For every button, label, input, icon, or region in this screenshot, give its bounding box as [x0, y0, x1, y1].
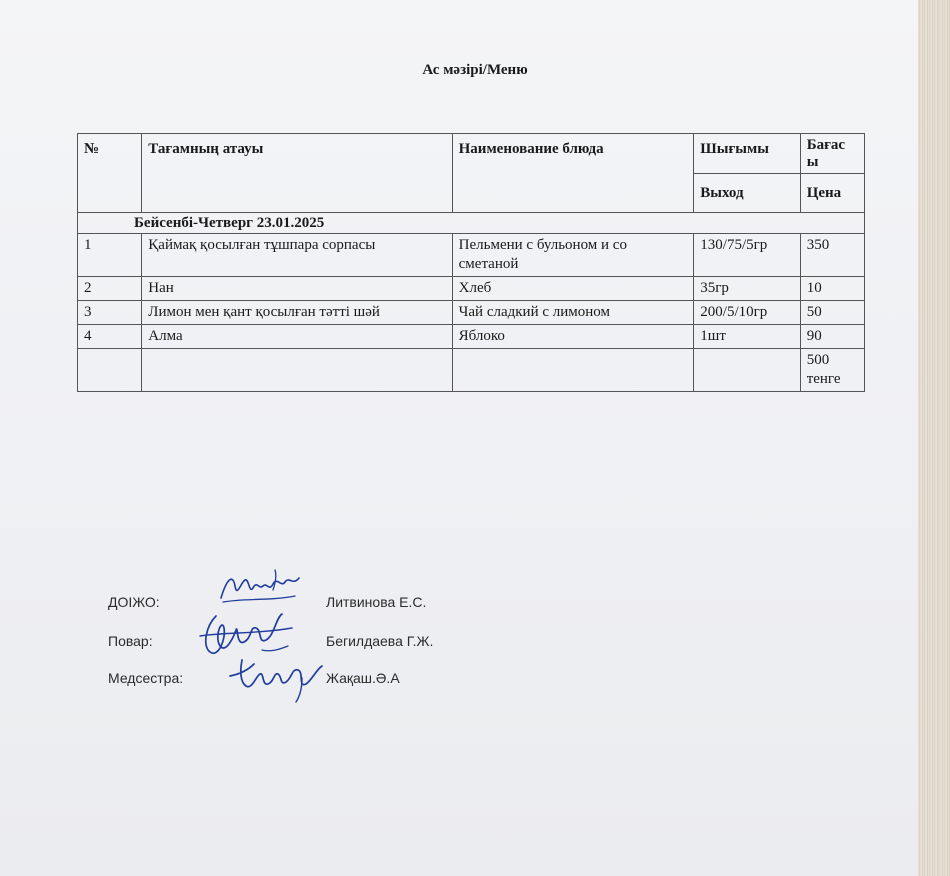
day-label: Бейсенбі-Четверг 23.01.2025 [78, 213, 865, 234]
signature-role-cook: Повар: [108, 633, 153, 649]
signature-role-nurse: Медсестра: [108, 670, 184, 686]
row-yield: 35гр [694, 277, 800, 301]
row-num: 1 [78, 234, 142, 277]
header-price-kz: Бағас ы [800, 134, 864, 174]
handwritten-signature-3 [226, 652, 326, 704]
page-title: Ас мәзірі/Меню [422, 62, 528, 78]
row-num: 3 [78, 301, 142, 325]
row-name-ru: Хлеб [452, 277, 694, 301]
table-row [78, 325, 865, 349]
header-yield-ru: Выход [694, 174, 800, 213]
row-price: 90 [800, 325, 864, 349]
header-name-ru: Наименование блюда [452, 134, 694, 213]
row-name-kz: Лимон мен қант қосылған тәтті шәй [142, 301, 452, 325]
signature-name-begildaeva: Бегилдаева Г.Ж. [326, 633, 434, 649]
day-row [78, 213, 865, 234]
table-row [78, 301, 865, 325]
header-num: № [78, 134, 142, 213]
row-name-ru: Яблоко [452, 325, 694, 349]
table-row [78, 277, 865, 301]
table-row [78, 234, 865, 277]
signature-name-litvinova: Литвинова Е.С. [326, 594, 427, 610]
row-yield: 200/5/10гр [694, 301, 800, 325]
handwritten-signature-1 [215, 568, 305, 610]
row-price: 350 [800, 234, 864, 277]
row-name-kz: Нан [142, 277, 452, 301]
stacked-page-edges [918, 0, 950, 876]
total-price: 500 тенге [800, 349, 864, 392]
total-row [78, 349, 865, 392]
row-yield: 130/75/5гр [694, 234, 800, 277]
row-num: 2 [78, 277, 142, 301]
row-name-ru: Чай сладкий с лимоном [452, 301, 694, 325]
header-name-kz: Тағамның атауы [142, 134, 452, 213]
row-price: 50 [800, 301, 864, 325]
row-name-kz: Алма [142, 325, 452, 349]
header-yield-kz: Шығымы [694, 134, 800, 174]
signature-role-dozho: ДОІЖО: [108, 594, 160, 610]
row-yield: 1шт [694, 325, 800, 349]
signature-name-zhakash: Жақаш.Ә.А [326, 670, 400, 686]
menu-table [77, 133, 865, 392]
row-price: 10 [800, 277, 864, 301]
row-name-kz: Қаймақ қосылған тұшпара сорпасы [142, 234, 452, 277]
row-name-ru: Пельмени с бульоном и со сметаной [452, 234, 694, 277]
header-row [78, 134, 865, 174]
header-price-ru: Цена [800, 174, 864, 213]
row-num: 4 [78, 325, 142, 349]
